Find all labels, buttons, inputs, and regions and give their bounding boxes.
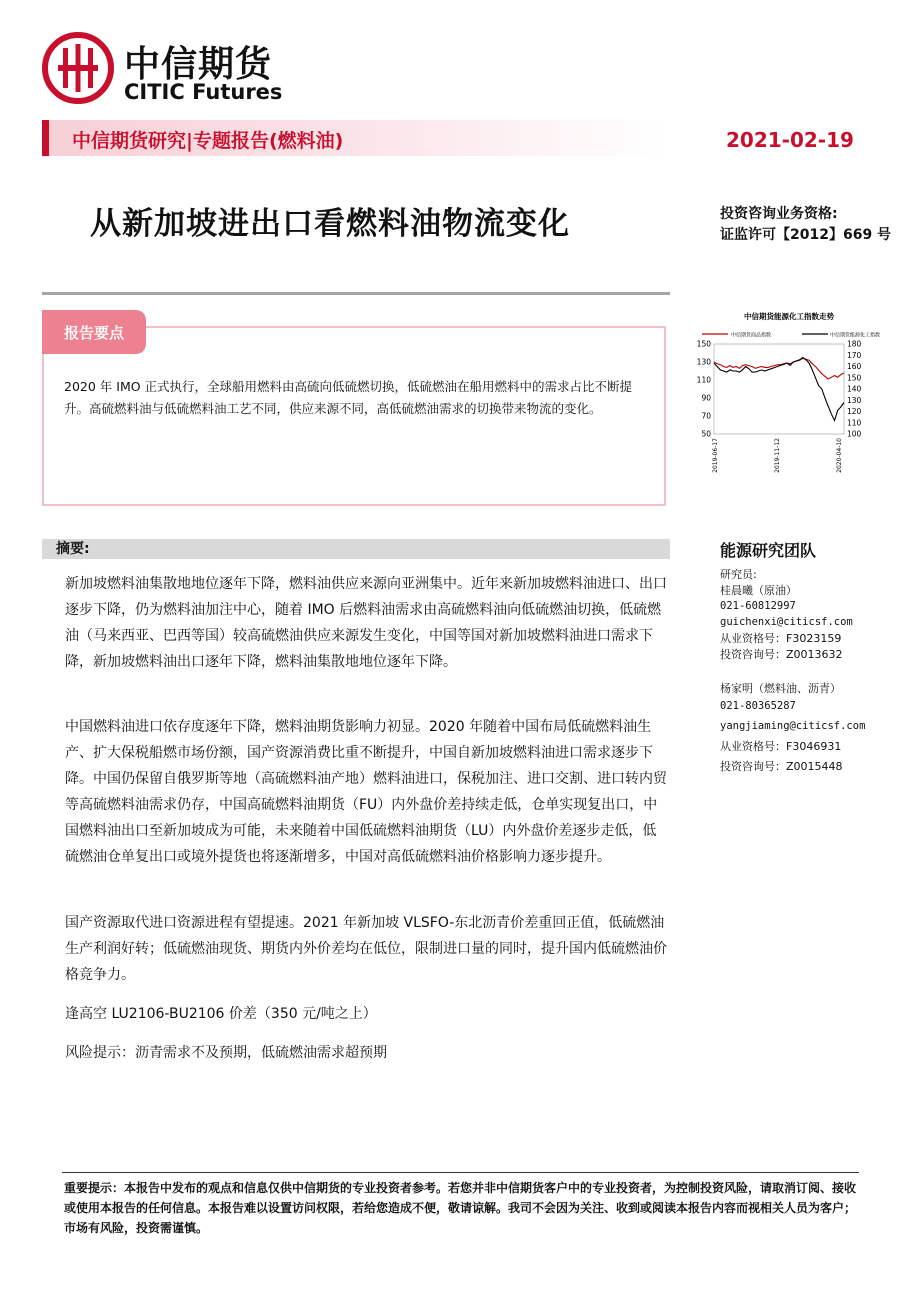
summary-paragraph: 国产资源取代进口资源进程有望提速。2021 年新加坡 VLSFO-东北沥青价差重回正值，低硫燃油生产利润好转；低硫燃油现货、期货内外价差均在低位，限制进口量的同时，提升国内低硫燃油价格竞争力。 [65,915,667,983]
summary-label: 摘要: [56,541,90,557]
qualification-label: 投资咨询业务资格: [720,206,838,222]
researcher-label: 研究员: [720,568,757,581]
x-axis-tick-label: 2019-06-17 [712,438,719,473]
key-points-text: 2020 年 IMO 正式执行，全球船用燃料由高硫向低硫燃切换，低硫燃油在船用燃料中的需求占比不断提升。高硫燃料油与低硫燃料油工艺不同，供应来源不同，高低硫燃油需求的切换带来物流的变化。 [64,379,633,416]
left-axis-tick-label: 130 [696,357,711,367]
member-phone: 021-80365287 [720,700,796,712]
member-license: 从业资格号：F3046931 [720,740,842,753]
right-axis-tick-label: 160 [847,362,862,371]
chart-title: 中信期货能源化工指数走势 [744,312,834,321]
report-date: 2021-02-19 [726,128,854,152]
footer-divider [62,1172,859,1173]
member-email[interactable]: yangjiaming@citicsf.com [720,720,866,732]
summary-bar [42,539,670,559]
strategy-recommendation: 逢高空 LU2106-BU2106 价差（350 元/吨之上） [65,1006,377,1022]
chart-frame [714,344,844,434]
page-title: 从新加坡进出口看燃料油物流变化 [90,206,570,242]
series-line-commodity-index [714,358,844,379]
brand-name-cn: 中信期货 [124,44,273,85]
right-axis-tick-label: 130 [847,395,862,405]
member-consult-id: 投资咨询号：Z0015448 [720,760,843,773]
left-axis-tick-label: 70 [701,411,711,421]
left-axis-tick-label: 50 [701,429,711,439]
brand-name-en: CITIC Futures [124,80,283,104]
right-axis-tick-label: 110 [847,418,862,428]
header-band-accent [42,120,49,156]
key-points-label: 报告要点 [42,310,146,354]
left-axis-tick-label: 110 [696,375,711,385]
disclaimer: 重要提示：本报告中发布的观点和信息仅供中信期货的专业投资者参考。若您并非中信期货客户中的专业投资者，为控制投资风险，请取消订阅、接收或使用本报告的任何信息。本报告难以设置访问权限，若给您造成不便，敬请谅解。我司不会因为关注、收到或阅读本报告内容而视相关人员为客户；市场有风险，投资需谨慎。 [64,1181,857,1235]
member-name: 桂晨曦（原油） [720,584,797,597]
member-consult-id: 投资咨询号：Z0013632 [720,648,843,661]
qualification-license: 证监许可【2012】669 号 [720,227,892,243]
energy-index-chart [684,306,894,498]
right-axis-tick-label: 140 [847,384,862,394]
legend-commodity-index: 中信期货商品指数 [731,332,772,339]
member-license: 从业资格号：F3023159 [720,632,842,645]
right-axis-tick-label: 180 [847,339,862,349]
left-axis-tick-label: 150 [696,339,711,349]
team-title: 能源研究团队 [720,541,817,560]
legend-energy-index: 中信期货能源化工指数 [830,332,881,339]
citic-logo-icon [42,32,114,104]
right-axis-tick-label: 100 [847,429,862,439]
summary-paragraph: 中国燃料油进口依存度逐年下降，燃料油期货影响力初显。2020 年随着中国布局低硫燃料油生产、扩大保税船燃市场份额，国产资源消费比重不断提升，中国自新加坡燃料油进口需求逐步下降。中国仍保留自俄罗斯等地（高硫燃料油产地）燃料油进口，保税加注、进口交割、进口转内贸等高硫燃料油需求仍存，中国高硫燃料油期货（FU）内外盘价差持续走低，仓单实现复出口，中国燃料油出口至新加坡成为可能，未来随着中国低硫燃料油期货（LU）内外盘价差逐步走低，低硫燃油仓单复出口或境外提货也将逐渐增多，中国对高低硫燃料油价格影响力逐步提升。 [65,719,667,865]
right-axis-tick-label: 170 [847,350,862,360]
member-name: 杨家明（燃料油、沥青） [720,682,841,695]
member-phone: 021-60812997 [720,600,796,612]
x-axis-tick-label: 2019-11-12 [774,438,781,473]
left-axis-tick-label: 90 [701,393,711,403]
summary-paragraph: 新加坡燃料油集散地地位逐年下降，燃料油供应来源向亚洲集中。近年来新加坡燃料油进口、出口逐步下降，仍为燃料油加注中心，随着 IMO 后燃料油需求由高硫燃料油向低硫燃油切换，低硫燃油（马来西亚、巴西等国）较高硫燃油供应来源发生变化，中国等国对新加坡燃料油进口需求下降，新加坡燃料油出口逐年下降，燃料油集散地地位逐年下降。 [65,576,667,670]
right-axis-tick-label: 120 [847,407,862,416]
right-axis-tick-label: 150 [847,373,862,383]
x-axis-tick-label: 2020-04-10 [836,438,843,473]
divider [42,292,670,295]
report-category: 中信期货研究|专题报告(燃料油) [72,130,344,152]
member-email[interactable]: guichenxi@citicsf.com [720,616,853,628]
risk-warning: 风险提示：沥青需求不及预期，低硫燃油需求超预期 [65,1045,387,1061]
